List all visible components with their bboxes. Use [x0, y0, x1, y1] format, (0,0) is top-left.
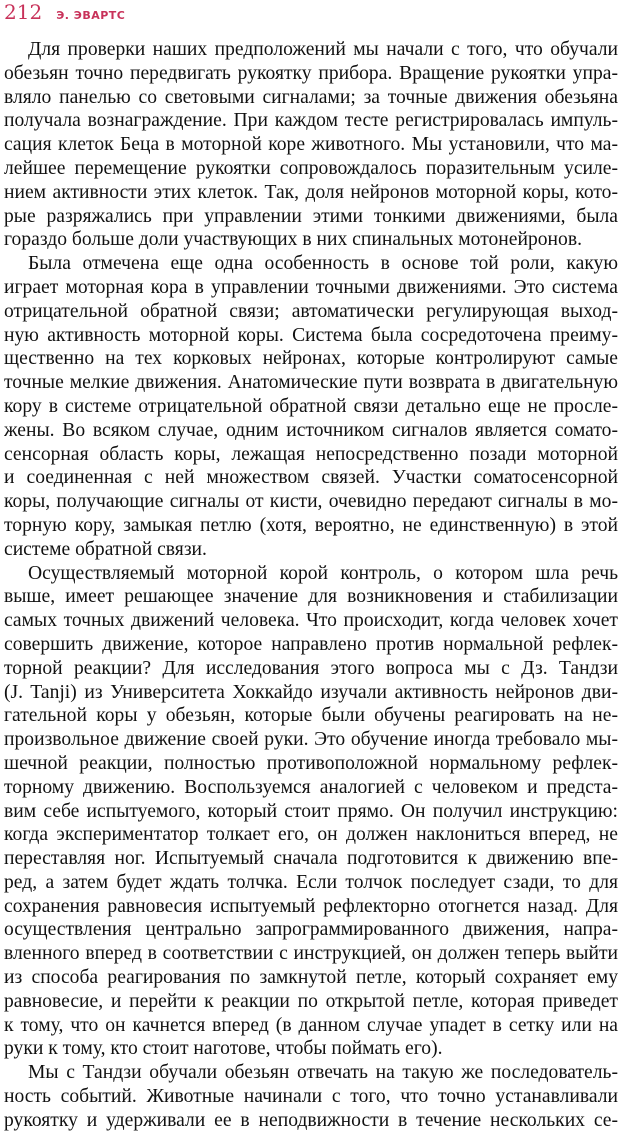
text-line: рые разряжались при управлении этими тонкими движениями, была — [4, 205, 618, 227]
text-line: совершить движение, которое направлено против нормальной рефлек- — [4, 633, 618, 655]
text-line: самых точных движений человека. Что происходит, когда человек хочет — [4, 610, 618, 632]
running-head: Э. ЭВАРТС — [56, 9, 126, 22]
text-line: Была отмечена еще одна особенность в основе той роли, какую — [28, 253, 618, 275]
text-line: вим себе испытуемого, который стоит прямо. Он получил инструкцию: — [4, 800, 618, 822]
text-line: и соединенная с ней множеством связей. Участки соматосенсорной — [4, 467, 618, 489]
text-line: ность событий. Животные начинали с того, что точно устанавливали — [4, 1086, 618, 1108]
text-line: ред, а затем будет ждать толчка. Если толчок последует сзади, то для — [4, 871, 618, 893]
text-line: гательной коры у обезьян, которые были обучены реагировать на не- — [4, 705, 618, 727]
text-line: гораздо больше доли участвующих в них спинальных мотонейронов. — [4, 229, 582, 251]
text-line: обезьян точно передвигать рукоятку прибора. Вращение рукоятки упра- — [4, 62, 618, 84]
text-line: нием активности этих клеток. Так, доля нейронов моторной коры, кото- — [4, 181, 618, 203]
text-line: торную кору, замыкая петлю (хотя, вероятно, не единственную) в этой — [4, 514, 618, 536]
text-line: рукоятку и удерживали ее в неподвижности в течение нескольких се- — [4, 1109, 618, 1131]
text-line: Мы с Тандзи обучали обезьян отвечать на такую же последователь- — [28, 1062, 618, 1084]
text-line: системе обратной связи. — [4, 538, 207, 560]
text-line: из способа реагирования по замкнутой петле, который сохраняет ему — [4, 967, 618, 989]
text-line: (J. Tanji) из Университета Хоккайдо изучали активность нейронов дви- — [4, 681, 618, 703]
text-line: отрицательной обратной связи; автоматически регулирующая выход- — [4, 300, 618, 322]
text-line: коры, получающие сигналы от кисти, очевидно передают сигналы в мо- — [4, 491, 618, 513]
text-line: ную активность моторной коры. Система была сосредоточена преиму- — [4, 324, 618, 346]
paragraph — [4, 252, 618, 561]
text-line: сенсорная область коры, лежащая непосредственно позади моторной — [4, 443, 618, 465]
text-line: осуществления центрально запрограммированного движения, напра- — [4, 919, 618, 941]
text-line: Осуществляемый моторной корой контроль, о котором шла речь — [28, 562, 618, 584]
text-line: жены. Во всяком случае, одним источником сигналов является сомато- — [4, 419, 618, 441]
text-line: получала вознаграждение. При каждом тесте регистрировалась импуль- — [4, 110, 618, 132]
text-line: шечной реакции, полностью противоположной нормальному рефлек- — [4, 752, 618, 774]
text-line: сация клеток Беца в моторной коре животного. Мы установили, что ма- — [4, 134, 618, 156]
paragraph — [4, 38, 618, 252]
text-line: сохранения равновесия испытуемый рефлекторно отогнется назад. Для — [4, 895, 618, 917]
text-line: к тому, что он качнется вперед (в данном случае упадет в сетку или на — [4, 1014, 618, 1036]
text-line: Для проверки наших предположений мы начали с того, что обучали — [28, 39, 618, 60]
page-number: 212 — [4, 0, 43, 24]
text-line: щественно на тех корковых нейронах, которые контролируют самые — [4, 348, 618, 370]
text-line: играет моторная кора в управлении точными движениями. Это система — [4, 276, 618, 298]
text-line: руки к тому, кто стоит наготове, чтобы поймать его). — [4, 1038, 443, 1060]
page-header — [4, 0, 125, 24]
body-text — [4, 38, 618, 1133]
paragraph — [4, 562, 618, 1062]
text-line: вленного вперед в соответствии с инструкцией, он должен теперь выйти — [4, 943, 618, 965]
text-line: равновесие, и перейти к реакции по открытой петле, которая приведет — [4, 990, 618, 1012]
text-line: торной реакции? Для исследования этого вопроса мы с Дз. Тандзи — [4, 657, 618, 679]
text-line: произвольное движение своей руки. Это обучение иногда требовало мы- — [4, 729, 618, 751]
text-line: точные мелкие движения. Анатомические пути возврата в двигательную — [4, 372, 618, 394]
text-line: торному движению. Воспользуемся аналогией с человеком и предста- — [4, 776, 618, 798]
text-line: когда экспериментатор толкает его, он должен наклониться вперед, не — [4, 824, 618, 846]
text-line: переставляя ног. Испытуемый сначала подготовится к движению впе- — [4, 848, 618, 870]
text-line: выше, имеет решающее значение для возникновения и стабилизации — [4, 586, 618, 608]
text-line: вляло панелью со световыми сигналами; за точные движения обезьяна — [4, 86, 618, 108]
text-line: лейшее перемещение рукоятки сопровождалось поразительным усиле- — [4, 157, 618, 179]
paragraph — [4, 1061, 618, 1132]
text-line: кору в системе отрицательной обратной связи детально еще не прослe- — [4, 395, 618, 417]
